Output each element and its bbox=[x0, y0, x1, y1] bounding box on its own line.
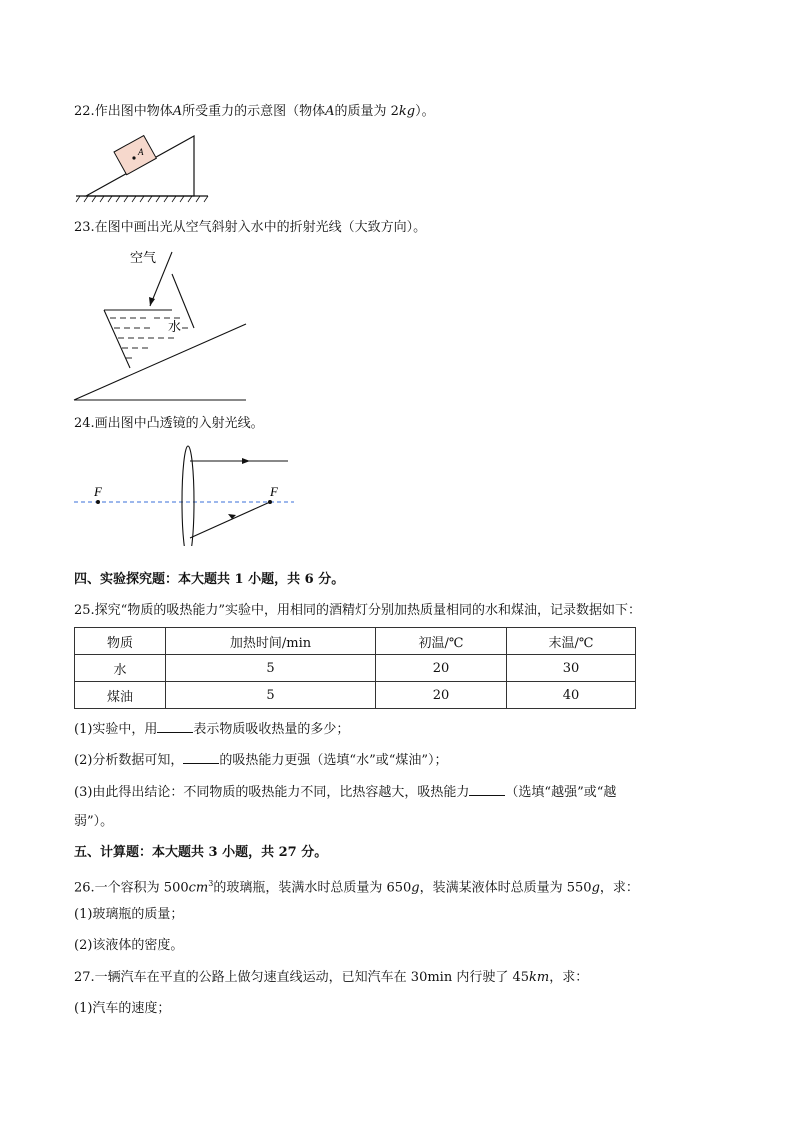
emergent-ray-top-arrow bbox=[242, 458, 250, 464]
q25-data-table bbox=[74, 627, 636, 709]
q27-unit: km bbox=[529, 970, 550, 985]
q25-sub1-a: (1)实验中，用 bbox=[74, 722, 158, 737]
q25-sub3-cont: 弱”）。 bbox=[74, 814, 114, 829]
q22-unit: kg bbox=[398, 104, 416, 119]
q22-object: A bbox=[172, 104, 183, 119]
table-cell: 5 bbox=[166, 655, 376, 682]
emergent-ray-bottom bbox=[190, 502, 270, 538]
q25-sub2 bbox=[74, 749, 448, 771]
incline-figure bbox=[70, 128, 210, 204]
ground-hatch bbox=[76, 196, 208, 202]
table-cell: 5 bbox=[166, 682, 376, 709]
q26-text-d: ，求： bbox=[599, 880, 639, 896]
q25-sub2-b: 的吸热能力更强（选填“水”或“煤油”）； bbox=[219, 753, 448, 768]
water-label: 水 bbox=[168, 320, 182, 335]
focus-left-dot bbox=[96, 500, 100, 504]
q27-text-b: ，求： bbox=[549, 970, 589, 985]
q25-text: 25.探究“物质的吸热能力”实验中，用相同的酒精灯分别加热质量相同的水和煤油，记录数据如下： bbox=[74, 603, 641, 618]
q26-sub2: (2)该液体的密度。 bbox=[74, 938, 184, 953]
answer-blank[interactable] bbox=[183, 749, 219, 764]
q25-sub2-a: (2)分析数据可知， bbox=[74, 753, 184, 768]
q26-unit-c: g bbox=[591, 880, 600, 896]
answer-blank[interactable] bbox=[157, 718, 193, 733]
q23-text: 23.在图中画出光从空气斜射入水中的折射光线（大致方向）。 bbox=[74, 220, 427, 235]
section-5-heading: 五、计算题：本大题共 3 小题，共 27 分。 bbox=[74, 845, 328, 860]
q22-text bbox=[74, 102, 435, 122]
q26-unit-b: g bbox=[411, 880, 420, 896]
q27-text bbox=[74, 968, 588, 988]
q22-object-2: A bbox=[325, 104, 335, 119]
q22-text-a: 作出图中物体 bbox=[94, 104, 173, 119]
q26-sub1: (1)玻璃瓶的质量； bbox=[74, 907, 184, 922]
q22-number: 22. bbox=[74, 104, 95, 119]
q22-text-d: ）。 bbox=[415, 104, 435, 119]
table-cell: 煤油 bbox=[75, 682, 166, 709]
table-row bbox=[75, 682, 636, 709]
focus-left-label: F bbox=[94, 484, 102, 499]
q22-text-b: 所受重力的示意图（物体 bbox=[182, 104, 326, 119]
q27-sub1: (1)汽车的速度； bbox=[74, 1001, 171, 1016]
table-header-cell: 初温/℃ bbox=[376, 628, 507, 655]
table-header-row bbox=[75, 628, 636, 655]
q26-text bbox=[74, 874, 639, 898]
block-a bbox=[114, 136, 156, 175]
q26-text-c: ，装满某液体时总质量为 550 bbox=[419, 880, 592, 896]
table-cell: 20 bbox=[376, 655, 507, 682]
table-header-cell: 加热时间/min bbox=[166, 628, 376, 655]
q26-superscript: 3 bbox=[208, 879, 214, 888]
incident-arrow bbox=[149, 297, 155, 306]
q25-sub1 bbox=[74, 718, 349, 740]
q25-sub1-b: 表示物质吸收热量的多少； bbox=[193, 722, 350, 737]
q24-text: 24.画出图中凸透镜的入射光线。 bbox=[74, 416, 264, 431]
table-cell: 30 bbox=[507, 655, 636, 682]
table-header-cell: 物质 bbox=[75, 628, 166, 655]
focus-right-label: F bbox=[270, 484, 278, 499]
q27-text-a: 27.一辆汽车在平直的公路上做匀速直线运动，已知汽车在 30min 内行驶了 45 bbox=[74, 970, 530, 985]
table-cell: 水 bbox=[75, 655, 166, 682]
table-cell: 40 bbox=[507, 682, 636, 709]
lens-figure bbox=[70, 442, 300, 546]
answer-blank[interactable] bbox=[469, 781, 505, 796]
table-cell: 20 bbox=[376, 682, 507, 709]
section-4-heading: 四、实验探究题：本大题共 1 小题，共 6 分。 bbox=[74, 572, 345, 587]
air-label: 空气 bbox=[130, 251, 157, 266]
q22-text-c: 的质量为 2 bbox=[334, 104, 399, 119]
table-row bbox=[75, 655, 636, 682]
q26-unit-a: cm bbox=[188, 880, 209, 896]
q25-sub3-b: （选填“越强”或“越 bbox=[505, 785, 617, 800]
q25-sub3-a: (3)由此得出结论：不同物质的吸热能力不同，比热容越大，吸热能力 bbox=[74, 785, 470, 800]
q26-text-b: 的玻璃瓶，装满水时总质量为 650 bbox=[213, 880, 412, 896]
table-header-cell: 末温/℃ bbox=[507, 628, 636, 655]
refraction-figure bbox=[70, 244, 260, 406]
block-center-dot bbox=[132, 156, 135, 159]
q26-text-a: 26.一个容积为 500 bbox=[74, 880, 189, 896]
q25-sub3 bbox=[74, 781, 616, 803]
block-label: A bbox=[138, 147, 144, 157]
